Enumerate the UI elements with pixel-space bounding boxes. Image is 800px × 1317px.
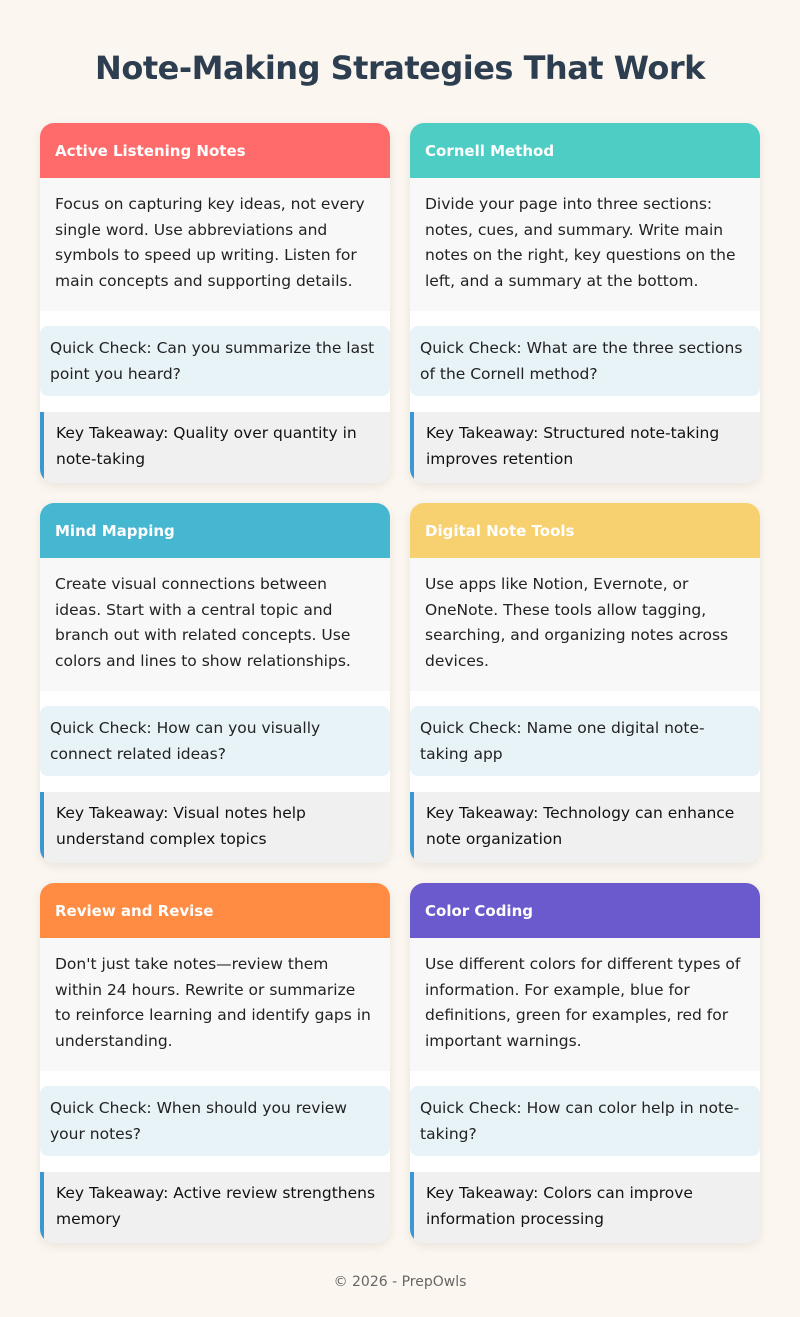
card-header: Digital Note Tools (410, 503, 760, 558)
card-description: Don't just take notes—review them within 24 hours. Rewrite or summarize to reinforce learning and identify gaps in understanding. (40, 938, 390, 1071)
key-takeaway: Key Takeaway: Visual notes help understand complex topics (40, 792, 390, 863)
card-header: Color Coding (410, 883, 760, 938)
strategy-card (410, 883, 760, 1243)
card-description: Divide your page into three sections: notes, cues, and summary. Write main notes on the right, key questions on the left, and a summary at the bottom. (410, 178, 760, 311)
key-takeaway: Key Takeaway: Colors can improve information processing (410, 1172, 760, 1243)
key-takeaway: Key Takeaway: Active review strengthens memory (40, 1172, 390, 1243)
card-description: Use apps like Notion, Evernote, or OneNote. These tools allow tagging, searching, and organizing notes across devices. (410, 558, 760, 691)
strategy-card (410, 123, 760, 483)
card-header: Cornell Method (410, 123, 760, 178)
page-title: Note-Making Strategies That Work (95, 49, 705, 87)
card-description: Create visual connections between ideas. Start with a central topic and branch out with related concepts. Use colors and lines to show relationships. (40, 558, 390, 691)
card-description: Focus on capturing key ideas, not every single word. Use abbreviations and symbols to speed up writing. Listen for main concepts and supporting details. (40, 178, 390, 311)
strategy-grid (40, 123, 760, 1243)
quick-check: Quick Check: How can you visually connect related ideas? (40, 706, 390, 776)
quick-check: Quick Check: Name one digital note-taking app (410, 706, 760, 776)
footer-copyright: © 2026 - PrepOwls (333, 1274, 467, 1290)
quick-check: Quick Check: Can you summarize the last point you heard? (40, 326, 390, 396)
strategy-card (40, 123, 390, 483)
strategy-card (40, 883, 390, 1243)
card-description: Use different colors for different types of information. For example, blue for definitions, green for examples, red for important warnings. (410, 938, 760, 1071)
quick-check: Quick Check: How can color help in note-taking? (410, 1086, 760, 1156)
strategy-card (410, 503, 760, 863)
key-takeaway: Key Takeaway: Structured note-taking improves retention (410, 412, 760, 483)
key-takeaway: Key Takeaway: Quality over quantity in note-taking (40, 412, 390, 483)
card-header: Mind Mapping (40, 503, 390, 558)
quick-check: Quick Check: What are the three sections of the Cornell method? (410, 326, 760, 396)
card-header: Active Listening Notes (40, 123, 390, 178)
strategy-card (40, 503, 390, 863)
card-header: Review and Revise (40, 883, 390, 938)
key-takeaway: Key Takeaway: Technology can enhance note organization (410, 792, 760, 863)
quick-check: Quick Check: When should you review your notes? (40, 1086, 390, 1156)
